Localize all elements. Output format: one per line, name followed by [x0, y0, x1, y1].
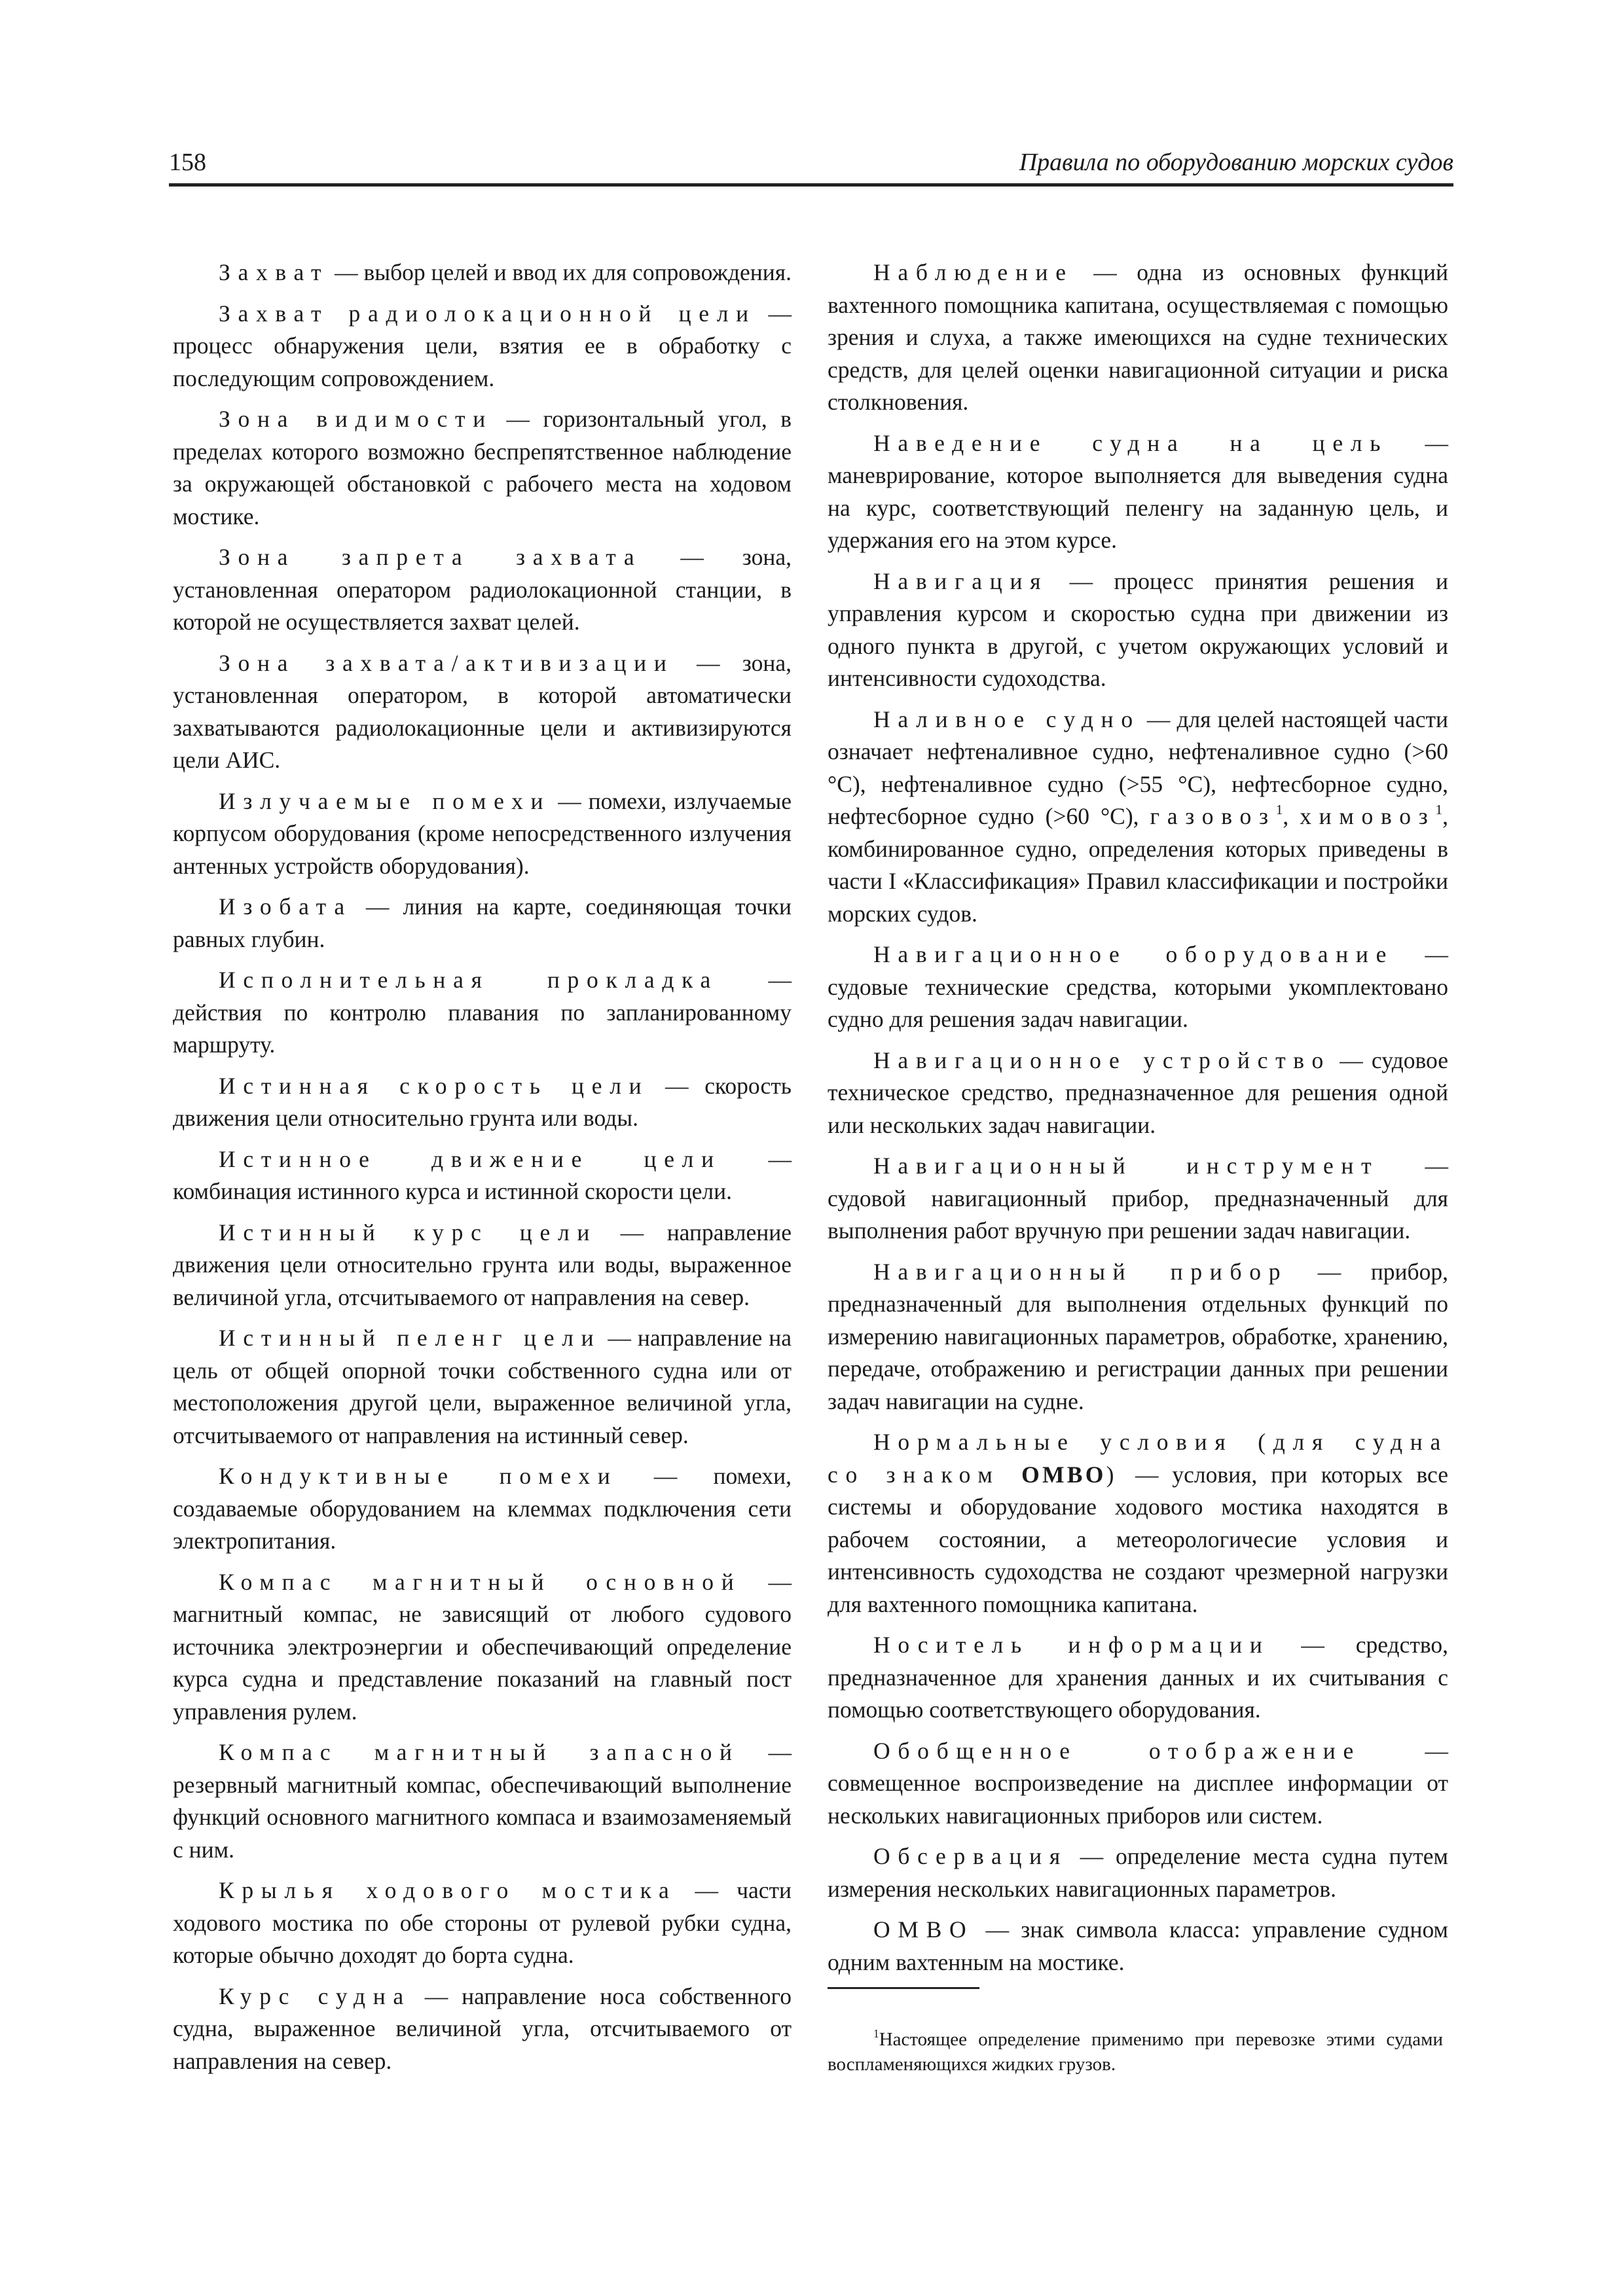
running-title: Правила по оборудованию морских судов — [1019, 149, 1453, 176]
glossary-entry — [173, 1736, 792, 1866]
entry-term: Зона запрета захвата — [219, 544, 642, 570]
entry-term: Истинная скорость цели — [219, 1072, 649, 1099]
entry-term: Обсервация — [873, 1843, 1068, 1869]
glossary-entry — [828, 1045, 1448, 1142]
entry-term: Крылья ходового мостика — [219, 1877, 677, 1903]
footnote-text: Настоящее определение применимо при перевозке этими судами воспламеняющихся жидких грузов. — [828, 2029, 1443, 2075]
entry-definition: — маневрирование, которое выполняется для выведения судна на курс, соответствующий пеленгу на заданную цель, и удержания его на этом курсе. — [828, 429, 1449, 553]
glossary-entry — [173, 1460, 792, 1558]
entry-definition: — действия по контролю плавания по запланированному маршруту. — [173, 967, 792, 1058]
entry-definition: — направление на цель от общей опорной точки собственного судна или от местоположения другой цели, выраженное величиной угла, отсчитываемого от направления на истинный север. — [173, 1325, 792, 1448]
entry-term: Нормальные условия (для судна со знаком — [828, 1429, 1448, 1488]
entry-term: Носитель информации — [873, 1632, 1270, 1658]
entry-definition: — выбор целей и ввод их для сопровождения. — [329, 259, 792, 285]
entry-term: Захват радиолокационной цели — [219, 300, 756, 327]
glossary-entry — [828, 565, 1448, 695]
glossary-entry — [173, 1874, 792, 1972]
entry-term: Наведение судна на цель — [873, 429, 1389, 456]
entry-definition: — магнитный компас, не зависящий от любого судового источника электроэнергии и обеспечивающий определение курса судна и представление показаний на главный пост управления рулем. — [173, 1568, 792, 1725]
entry-term: Навигационное устройство — [873, 1047, 1332, 1073]
entry-term: Навигация — [873, 567, 1049, 594]
footnote-divider — [828, 1987, 979, 1989]
entry-term: Истинный пеленг цели — [219, 1325, 602, 1351]
entry-definition: — для целей настоящей части означает нефтеналивное судно, нефтеналивное судно (>60 °C), нефтеналивное судно (>55 °C), нефтесборное судно, нефтесборное судно (>60 °C), — [828, 706, 1448, 829]
page-header — [169, 145, 1453, 187]
glossary-entry — [173, 257, 792, 289]
entry-definition: — горизонтальный угол, в пределах которого возможно беспрепятственное наблюдение за окружающей обстановкой с рабочего места на ходовом мостике. — [173, 406, 792, 529]
glossary-entry — [173, 647, 792, 777]
entry-definition: — зона, установленная оператором, в которой автоматически захватываются радиолокационные цели и активизируются цели АИС. — [173, 649, 792, 773]
entry-definition: — комбинация истинного курса и истинной скорости цели. — [173, 1145, 792, 1204]
entry-definition: — совмещенное воспроизведение на дисплее информации от нескольких навигационных приборов или систем. — [828, 1737, 1448, 1829]
glossary-entry — [173, 1143, 792, 1208]
entry-inline-term: газовоз — [1150, 803, 1276, 829]
entry-definition: — зона, установленная оператором радиолокационной станции, в которой не осуществляется захват целей. — [173, 544, 792, 635]
entry-definition: — судовой навигационный прибор, предназначенный для выполнения работ вручную при решении задач навигации. — [828, 1153, 1448, 1244]
entry-term: Изобата — [219, 893, 352, 920]
glossary-entry — [828, 1914, 1448, 1979]
entry-definition: , комбинированное судно, определения которых приведены в части I «Классификация» Правил классификации и постройки морских судов. — [828, 803, 1448, 927]
glossary-entry — [173, 891, 792, 956]
entry-definition: — процесс принятия решения и управления курсом и скоростью судна при движении из одного пункта в другой, с учетом окружающих условий и интенсивности судоходства. — [828, 567, 1448, 691]
glossary-entry — [828, 1256, 1448, 1418]
class-notation: ОМВО — [1021, 1461, 1106, 1488]
glossary-entry — [173, 785, 792, 883]
glossary-entry — [173, 1566, 792, 1729]
entry-definition: — направление носа собственного судна, выраженное величиной угла, отсчитываемого от направления на север. — [173, 1982, 792, 2074]
glossary-entry — [828, 1426, 1448, 1621]
glossary-entry — [173, 964, 792, 1062]
glossary-entry — [173, 403, 792, 533]
entry-definition: — части ходового мостика по обе стороны от рулевой рубки судна, которые обычно доходят до борта судна. — [173, 1877, 792, 1968]
entry-term: Исполнительная прокладка — [219, 967, 719, 993]
entry-term: Компас магнитный основной — [219, 1568, 742, 1595]
entry-separator: , — [1283, 803, 1300, 829]
entry-definition: — резервный магнитный компас, обеспечивающий выполнение функций основного магнитного компаса и взаимозаменяемый с ним. — [173, 1739, 792, 1863]
entry-term: Компас магнитный запасной — [219, 1739, 740, 1765]
entry-term: Навигационное оборудование — [873, 941, 1395, 967]
glossary-entry — [828, 1150, 1448, 1247]
glossary-entry — [828, 257, 1448, 419]
entry-term: Истинное движение цели — [219, 1145, 721, 1172]
entry-definition: — условия, при которых все системы и оборудование ходового мостика находятся в рабочем состоянии, а метеорологичесие условия и интенсивность судоходства не создают чрезмерной нагрузки для вахтенного помощника капитана. — [828, 1461, 1448, 1617]
glossary-entry — [173, 1070, 792, 1135]
glossary-entry — [173, 541, 792, 639]
footnote-ref: 1 — [1275, 802, 1283, 818]
page-number: 158 — [169, 149, 206, 176]
entry-definition: — помехи, создаваемые оборудованием на клеммах подключения сети электропитания. — [173, 1463, 792, 1554]
glossary-entry — [173, 1322, 792, 1452]
entry-term: Навигационный прибор — [873, 1258, 1288, 1285]
entry-definition: — помехи, излучаемые корпусом оборудования (кроме непосредственного излучения антенных устройств оборудования). — [173, 787, 792, 879]
left-column — [173, 257, 792, 2086]
glossary-entry — [828, 1629, 1448, 1727]
glossary-entry — [828, 1735, 1448, 1833]
footnote — [828, 2027, 1443, 2077]
entry-term: Захват — [219, 259, 329, 285]
entry-definition: — судовое техническое средство, предназначенное для решения одной или нескольких задач навигации. — [828, 1047, 1448, 1138]
glossary-entry — [173, 298, 792, 395]
entry-definition: — одна из основных функций вахтенного помощника капитана, осуществляемая с помощью зрения и слуха, а также имеющихся на судне технических средств, для целей оценки навигационной ситуации и риска столкновения. — [828, 259, 1448, 415]
footnote-ref: 1 — [1435, 802, 1443, 818]
entry-term: Наблюдение — [873, 259, 1074, 285]
entry-definition: — средство, предназначенное для хранения данных и их считывания с помощью соответствующего оборудования. — [828, 1632, 1448, 1723]
entry-definition: — направление движения цели относительно грунта или воды, выраженное величиной угла, отсчитываемого от направления на север. — [173, 1219, 792, 1310]
right-column — [828, 257, 1448, 1987]
entry-term: Истинный курс цели — [219, 1219, 598, 1246]
glossary-entry — [173, 1217, 792, 1314]
entry-definition: — процесс обнаружения цели, взятия ее в обработку с последующим сопровождением. — [173, 300, 792, 391]
entry-term: Наливное судно — [873, 706, 1140, 732]
entry-definition: — судовые технические средства, которыми укомплектовано судно для решения задач навигации. — [828, 941, 1448, 1032]
entry-definition: — определение места судна путем измерения нескольких навигационных параметров. — [828, 1843, 1448, 1902]
entry-term: Кондуктивные помехи — [219, 1463, 618, 1489]
entry-term: ОМВО — [873, 1916, 974, 1943]
glossary-entry — [828, 704, 1448, 931]
entry-term: Навигационный инструмент — [873, 1153, 1379, 1179]
entry-term: Излучаемые помехи — [219, 787, 551, 814]
entry-definition: — прибор, предназначенный для выполнения отдельных функций по измерению навигационных параметров, обработке, хранению, передаче, отображению и регистрации данных при решении задач навигации на судне. — [828, 1258, 1448, 1414]
entry-definition: — знак символа класса: управление судном одним вахтенным на мостике. — [828, 1916, 1448, 1975]
entry-term-end: ) — [1106, 1461, 1122, 1488]
entry-definition: — линия на карте, соединяющая точки равных глубин. — [173, 893, 792, 952]
glossary-entry — [828, 1840, 1448, 1905]
entry-definition: — скорость движения цели относительно грунта или воды. — [173, 1072, 792, 1131]
entry-term: Обобщенное отображение — [873, 1737, 1361, 1764]
glossary-entry — [828, 939, 1448, 1036]
footnote-mark: 1 — [873, 2026, 879, 2040]
entry-inline-term: химовоз — [1300, 803, 1436, 829]
entry-term: Зона захвата/активизации — [219, 649, 674, 676]
glossary-entry — [828, 427, 1448, 557]
glossary-entry — [173, 1981, 792, 2078]
entry-term: Курс судна — [219, 1982, 411, 2009]
entry-term: Зона видимости — [219, 406, 493, 432]
